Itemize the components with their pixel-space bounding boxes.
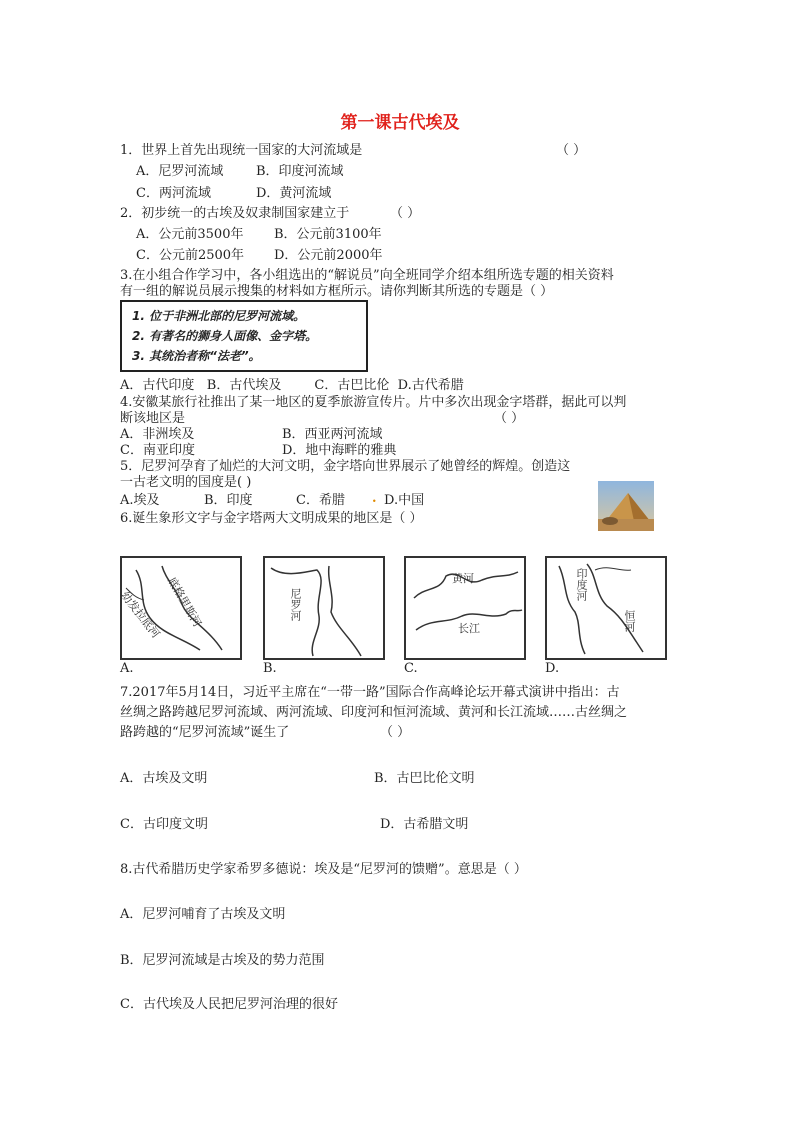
q7-line1: 7.2017年5月14日，习近平主席在“一带一路”国际合作高峰论坛开幕式演讲中指出：古 <box>120 685 620 700</box>
q5-option-c: C．希腊 <box>296 493 345 508</box>
q6-stem: 6.诞生象形文字与金字塔两大文明成果的地区是（ ） <box>120 511 423 526</box>
q5-option-a: A.埃及 <box>120 493 160 508</box>
q1-option-a: A．尼罗河流域 <box>136 164 224 179</box>
q4-answer-blank: （ ） <box>494 411 525 426</box>
q7-answer-blank: （ ） <box>380 725 411 740</box>
q8-option-b: B．尼罗河流域是古埃及的势力范围 <box>120 953 325 968</box>
q2-option-a: A．公元前3500年 <box>136 227 244 242</box>
q4-line2: 断该地区是 <box>120 411 186 426</box>
q4-option-c: C．南亚印度 <box>120 443 195 458</box>
map-c-option-label: C. <box>404 661 418 676</box>
q8-option-c: C．古代埃及人民把尼罗河治理的很好 <box>120 997 338 1012</box>
q2-option-d: D．公元前2000年 <box>274 248 383 263</box>
q1-answer-blank: （ ） <box>556 143 587 158</box>
q4-option-d: D．地中海畔的雅典 <box>282 443 397 458</box>
q7-line3: 路跨越的“尼罗河流域”诞生了 <box>120 725 290 740</box>
q3-line2: 有一组的解说员展示搜集的材料如方框所示。请你判断其所选的专题是（ ） <box>120 284 554 299</box>
q7-option-d: D．古希腊文明 <box>380 817 469 832</box>
q5-dot-mark: . <box>372 491 377 506</box>
q2-option-b: B．公元前3100年 <box>274 227 382 242</box>
q7-option-c: C．古印度文明 <box>120 817 208 832</box>
q1-option-d: D．黄河流域 <box>256 186 332 201</box>
map-a-label-tigris: 底格里斯河 <box>165 575 204 630</box>
q3-box-line2: 2. 有著名的狮身人面像、金字塔。 <box>132 329 318 343</box>
q3-line1: 3.在小组合作学习中，各小组选出的“解说员”向全班同学介绍本组所选专题的相关资料 <box>120 268 614 283</box>
map-d-label-ganges: 恒河 <box>623 610 636 632</box>
q7-option-b: B．古巴比伦文明 <box>374 771 475 786</box>
q4-option-b: B．西亚两河流域 <box>282 427 383 442</box>
q8-stem: 8.古代希腊历史学家希罗多德说：埃及是“尼罗河的馈赠”。意思是（ ） <box>120 862 527 877</box>
page-title: 第一课古代埃及 <box>340 113 460 133</box>
map-b-nile <box>263 556 385 660</box>
q2-stem: 2．初步统一的古埃及奴隶制国家建立于 <box>120 206 350 221</box>
map-d-option-label: D. <box>545 661 560 676</box>
q3-box-line1: 1. 位于非洲北部的尼罗河流域。 <box>132 309 306 323</box>
map-a-label-euphrates: 幼发拉底河 <box>118 589 163 641</box>
q1-stem: 1．世界上首先出现统一国家的大河流域是 <box>120 143 363 158</box>
q2-answer-blank: （ ） <box>390 206 421 221</box>
q4-line1: 4.安徽某旅行社推出了某一地区的夏季旅游宣传片。片中多次出现金字塔群，据此可以判 <box>120 395 627 410</box>
q5-option-d: D.中国 <box>384 493 425 508</box>
map-c-china-rivers <box>404 556 526 660</box>
map-b-label-nile: 尼罗河 <box>289 588 302 621</box>
map-a-mesopotamia <box>120 556 242 660</box>
map-c-label-yangtze: 长江 <box>458 622 480 635</box>
q3-material-box <box>120 300 368 372</box>
q7-option-a: A．古埃及文明 <box>120 771 208 786</box>
q5-line2: 一古老文明的国度是( ) <box>120 475 252 490</box>
map-b-option-label: B. <box>263 661 277 676</box>
q7-line2: 丝绸之路跨越尼罗河流域、两河流域、印度河和恒河流域、黄河和长江流域……古丝绸之 <box>120 705 628 720</box>
q5-option-b: B．印度 <box>204 493 253 508</box>
q3-box-line3: 3. 其统治者称“法老”。 <box>132 349 261 363</box>
map-c-label-yellow-river: 黄河 <box>452 572 474 585</box>
pyramid-photo <box>598 481 654 531</box>
q3-options: A．古代印度 B．古代埃及 C．古巴比伦 D.古代希腊 <box>120 378 464 393</box>
q2-option-c: C．公元前2500年 <box>136 248 245 263</box>
q5-line1: 5．尼罗河孕育了灿烂的大河文明，金字塔向世界展示了她曾经的辉煌。创造这 <box>120 459 571 474</box>
q1-option-c: C．两河流域 <box>136 186 211 201</box>
q8-option-a: A．尼罗河哺育了古埃及文明 <box>120 907 286 922</box>
map-a-option-label: A. <box>120 661 134 676</box>
q4-option-a: A．非洲埃及 <box>120 427 195 442</box>
map-d-label-indus: 印度河 <box>575 568 588 601</box>
q1-option-b: B．印度河流域 <box>256 164 344 179</box>
map-d-india-rivers <box>545 556 667 660</box>
